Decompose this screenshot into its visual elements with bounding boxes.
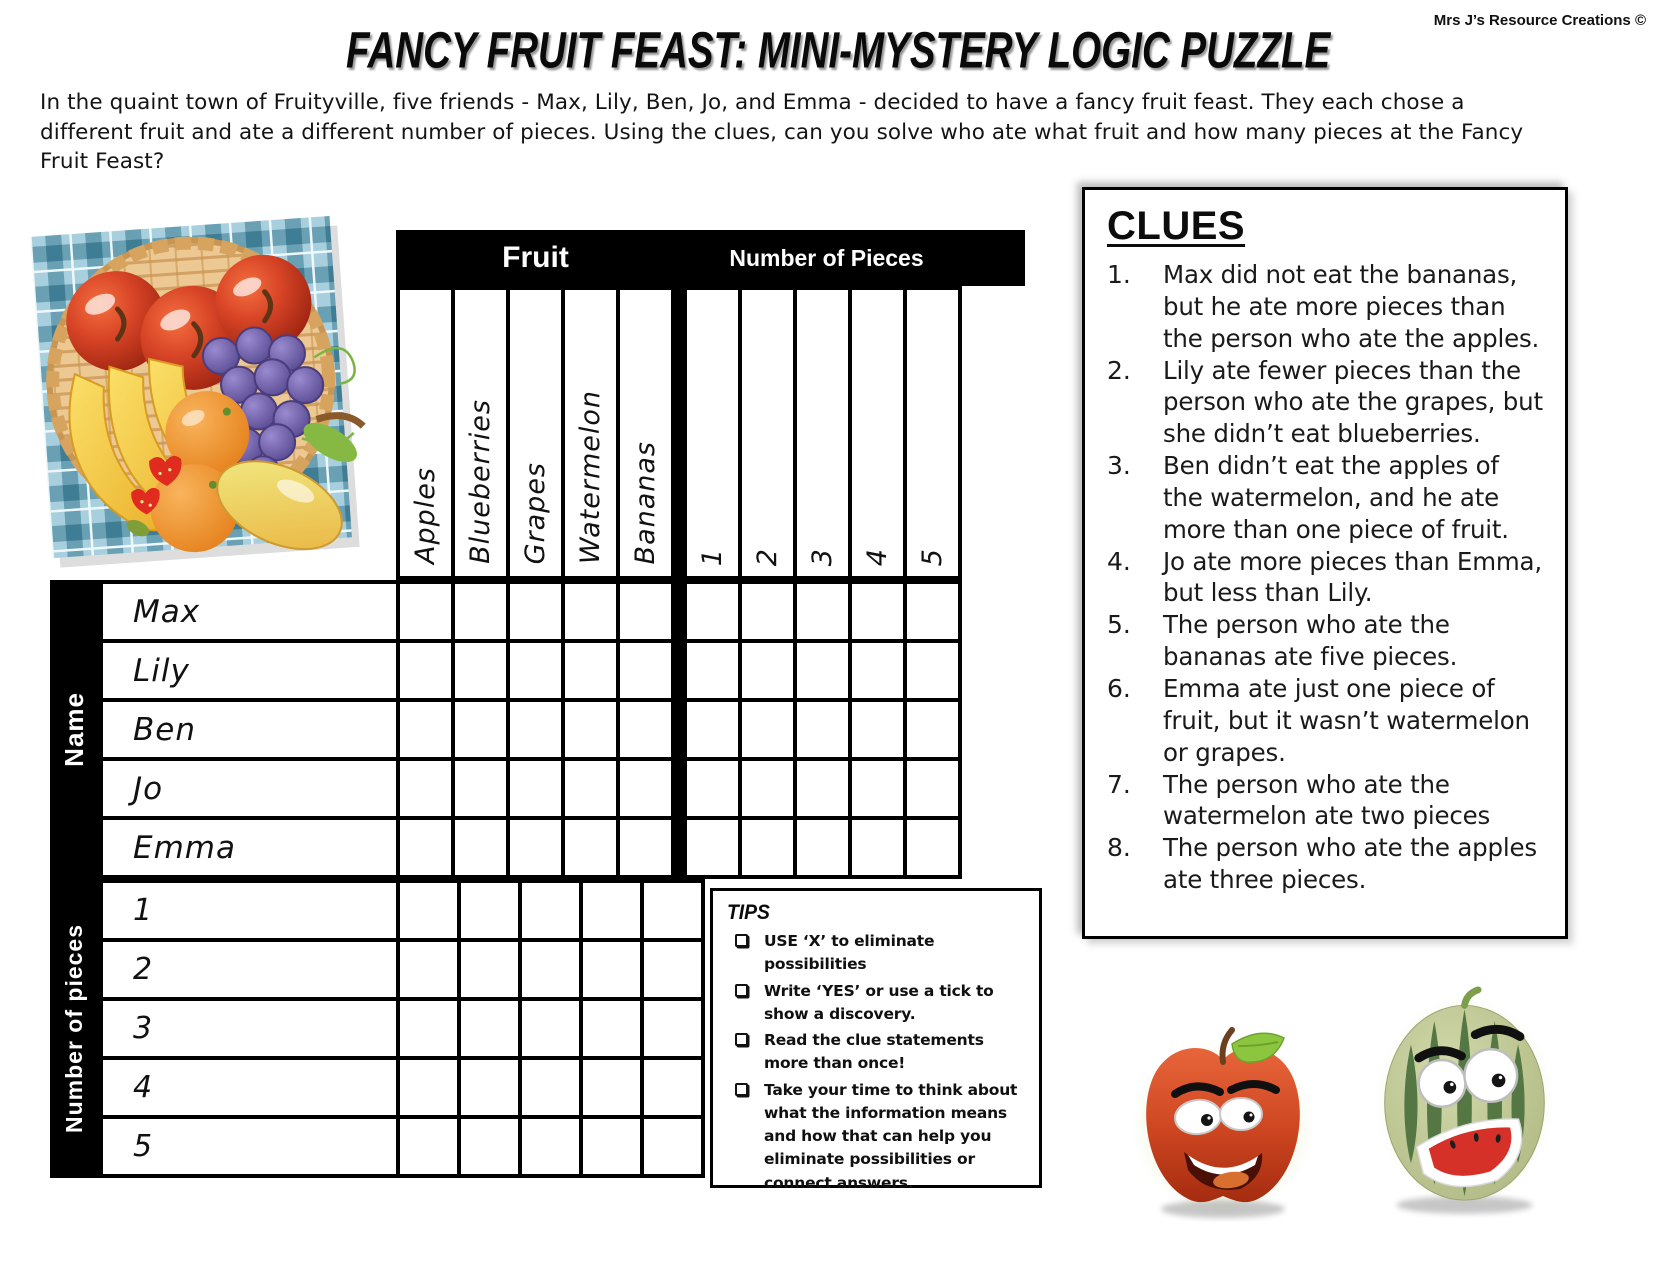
apple-character-image [1128, 1022, 1318, 1222]
grid-cell[interactable] [400, 1119, 457, 1174]
clue-item [1107, 832, 1543, 896]
clue-number: 6. [1107, 673, 1131, 703]
clue-number: 4. [1107, 546, 1131, 576]
grid-cell[interactable] [687, 820, 738, 875]
tip-text: Write ‘YES’ or use a tick to show a discovery. [764, 981, 994, 1023]
fruit-column-label [400, 290, 451, 576]
clue-number: 3. [1107, 451, 1131, 481]
grid-cell[interactable] [400, 702, 451, 757]
grid-section-divider [675, 702, 683, 757]
grid-header-bar [396, 230, 1025, 286]
name-group-label [50, 580, 99, 879]
clue-text: The person who ate the watermelon ate two pieces [1163, 769, 1491, 831]
clue-item [1107, 355, 1543, 451]
grid-cell[interactable] [644, 942, 701, 997]
grid-column-labels [396, 286, 962, 580]
fruit-column-label-text: Blueberries [465, 399, 496, 564]
grid-cell[interactable] [742, 643, 793, 698]
grid-cell[interactable] [644, 883, 701, 938]
grid-cell[interactable] [644, 1119, 701, 1174]
fruit-column-label [455, 290, 506, 576]
grid-cell[interactable] [522, 883, 579, 938]
grid-cell[interactable] [687, 702, 738, 757]
pieces-row-label: 3 [103, 1001, 396, 1056]
name-row-label: Lily [103, 643, 396, 698]
tip-text: USE ‘X’ to eliminate possibilities [764, 932, 935, 974]
name-rows [99, 580, 962, 879]
name-row-label: Ben [103, 702, 396, 757]
pieces-column-label [687, 290, 738, 576]
grid-cell[interactable] [522, 1001, 579, 1056]
grid-cell[interactable] [461, 1001, 518, 1056]
name-group-label-text: Name [59, 692, 89, 767]
clue-item [1107, 769, 1543, 833]
grid-cell[interactable] [907, 820, 958, 875]
pieces-column-label-text: 2 [752, 547, 783, 566]
grid-cell[interactable] [907, 761, 958, 816]
grid-cell[interactable] [797, 820, 848, 875]
grid-cell[interactable] [583, 942, 640, 997]
fruit-column-label-text: Grapes [520, 461, 551, 564]
grid-cell[interactable] [510, 761, 561, 816]
grid-section-divider [675, 584, 683, 639]
table-row [103, 1060, 701, 1115]
grid-section-divider [675, 290, 683, 576]
grid-cell[interactable] [400, 883, 457, 938]
pieces-row-label: 1 [103, 883, 396, 938]
pieces-column-label [742, 290, 793, 576]
grid-cell[interactable] [852, 702, 903, 757]
grid-cell[interactable] [400, 761, 451, 816]
grid-cell[interactable] [644, 1060, 701, 1115]
grid-cell[interactable] [687, 761, 738, 816]
clue-item [1107, 259, 1543, 355]
grid-cell[interactable] [400, 942, 457, 997]
grid-cell[interactable] [742, 702, 793, 757]
pieces-row-label: 5 [103, 1119, 396, 1174]
pieces-column-label [907, 290, 958, 576]
pieces-column-label [797, 290, 848, 576]
clue-item [1107, 546, 1543, 610]
grid-cell[interactable] [455, 761, 506, 816]
grid-cell[interactable] [461, 883, 518, 938]
grid-cell[interactable] [852, 584, 903, 639]
branding-text: Mrs J’s Resource Creations © [1433, 12, 1646, 29]
pieces-column-label [852, 290, 903, 576]
fruit-column-label [620, 290, 671, 576]
grid-cell[interactable] [510, 820, 561, 875]
grid-cell[interactable] [565, 643, 616, 698]
grid-cell[interactable] [620, 761, 671, 816]
grid-cell[interactable] [797, 761, 848, 816]
grid-cell[interactable] [522, 1060, 579, 1115]
table-row [103, 1119, 701, 1174]
pieces-row-label: 2 [103, 942, 396, 997]
clue-text: The person who ate the apples ate three pieces. [1163, 833, 1537, 895]
grid-cell[interactable] [522, 1119, 579, 1174]
clues-heading: CLUES [1107, 204, 1246, 248]
grid-cell[interactable] [742, 584, 793, 639]
table-row [103, 1001, 701, 1056]
grid-fruit-header: Fruit [502, 241, 569, 274]
grid-cell[interactable] [852, 643, 903, 698]
watermelon-character-image [1372, 972, 1557, 1220]
fruit-basket-image [16, 196, 368, 578]
grid-cell[interactable] [455, 584, 506, 639]
clue-text: Lily ate fewer pieces than the person who ate the grapes, but she didn’t eat blueberries. [1163, 355, 1543, 449]
grid-cell[interactable] [644, 1001, 701, 1056]
grid-cell[interactable] [455, 820, 506, 875]
grid-cell[interactable] [455, 702, 506, 757]
pieces-column-label-text: 1 [697, 547, 728, 566]
clue-text: Emma ate just one piece of fruit, but it wasn’t watermelon or grapes. [1163, 673, 1530, 767]
pieces-rows [99, 879, 705, 1178]
checkbox-icon [735, 934, 748, 947]
tip-item [727, 1079, 1025, 1195]
clue-text: Ben didn’t eat the apples of the watermelon, and he ate more than one piece of fruit. [1163, 451, 1509, 544]
grid-cell[interactable] [510, 584, 561, 639]
grid-cell[interactable] [565, 702, 616, 757]
tip-text: Take your time to think about what the information means and how that can help you eliminate possibilities or connect answers. [764, 1080, 1018, 1192]
grid-cell[interactable] [620, 643, 671, 698]
grid-cell[interactable] [400, 584, 451, 639]
grid-cell[interactable] [742, 820, 793, 875]
pieces-column-label-text: 5 [917, 547, 948, 566]
clue-number: 8. [1107, 833, 1131, 863]
tips-heading: TIPS [727, 901, 770, 924]
pieces-column-label-text: 4 [862, 547, 893, 566]
table-row [103, 942, 701, 997]
page-title-wrap [0, 22, 1676, 77]
pieces-group-label-text: Number of pieces [61, 924, 87, 1133]
name-row-label: Max [103, 584, 396, 639]
grid-cell[interactable] [852, 820, 903, 875]
grid-cell[interactable] [687, 643, 738, 698]
pieces-section [50, 879, 705, 1178]
grid-cell[interactable] [522, 942, 579, 997]
grid-cell[interactable] [907, 643, 958, 698]
pieces-row-label: 4 [103, 1060, 396, 1115]
fruit-column-label-text: Watermelon [575, 389, 606, 564]
clue-text: The person who ate the bananas ate five pieces. [1163, 610, 1458, 672]
grid-cell[interactable] [461, 1060, 518, 1115]
fruit-column-label [510, 290, 561, 576]
clue-number: 7. [1107, 769, 1131, 799]
clue-number: 1. [1107, 260, 1131, 289]
name-row-label: Jo [103, 761, 396, 816]
grid-cell[interactable] [687, 584, 738, 639]
grid-section-divider [675, 761, 683, 816]
grid-pieces-header: Number of Pieces [729, 244, 924, 271]
page-title: FANCY FRUIT FEAST: MINI-MYSTERY LOGIC PUZZLE [345, 20, 1331, 79]
grid-cell[interactable] [461, 942, 518, 997]
clue-number: 2. [1107, 355, 1131, 385]
grid-cell[interactable] [565, 820, 616, 875]
grid-cell[interactable] [400, 643, 451, 698]
pieces-group-label [50, 879, 99, 1178]
pieces-column-label-text: 3 [807, 547, 838, 566]
grid-cell[interactable] [852, 761, 903, 816]
grid-cell[interactable] [565, 761, 616, 816]
names-section [50, 580, 962, 879]
table-row [103, 643, 958, 698]
tips-box [710, 888, 1042, 1192]
clue-text: Max did not eat the bananas, but he ate more pieces than the person who ate the apples. [1163, 260, 1540, 353]
clue-item [1107, 450, 1543, 546]
grid-cell[interactable] [620, 702, 671, 757]
grid-cell[interactable] [583, 883, 640, 938]
clues-box [1082, 187, 1568, 939]
checkbox-icon [735, 1033, 748, 1046]
grid-cell[interactable] [797, 643, 848, 698]
grid-cell[interactable] [583, 1001, 640, 1056]
name-row-label: Emma [103, 820, 396, 875]
tip-text: Read the clue statements more than once! [764, 1031, 984, 1073]
grid-cell[interactable] [583, 1119, 640, 1174]
intro-paragraph: In the quaint town of Fruityville, five friends - Max, Lily, Ben, Jo, and Emma - decided to have a fancy fruit feast. They each chose a different fruit and ate a different number of pieces. Using the clues, can you solve who ate what fruit and how many pieces at the Fancy Fruit Feast? [40, 90, 1524, 175]
grid-cell[interactable] [907, 584, 958, 639]
grid-cell[interactable] [742, 761, 793, 816]
checkbox-icon [735, 984, 748, 997]
grid-cell[interactable] [565, 584, 616, 639]
grid-section-divider [675, 643, 683, 698]
grid-cell[interactable] [583, 1060, 640, 1115]
table-row [103, 820, 958, 875]
tip-item [727, 980, 1025, 1027]
grid-cell[interactable] [620, 820, 671, 875]
checkbox-icon [735, 1083, 748, 1096]
fruit-column-label [565, 290, 616, 576]
grid-cell[interactable] [400, 1060, 457, 1115]
table-row [103, 761, 958, 816]
fruit-column-label-text: Apples [410, 467, 441, 564]
grid-section-divider [675, 820, 683, 875]
table-row [103, 883, 701, 938]
fruit-column-label-text: Bananas [630, 440, 661, 564]
table-row [103, 702, 958, 757]
clue-item [1107, 673, 1543, 769]
grid-cell[interactable] [455, 643, 506, 698]
grid-cell[interactable] [797, 702, 848, 757]
grid-cell[interactable] [461, 1119, 518, 1174]
grid-cell[interactable] [510, 702, 561, 757]
grid-cell[interactable] [510, 643, 561, 698]
tip-item [727, 930, 1025, 977]
grid-cell[interactable] [620, 584, 671, 639]
grid-cell[interactable] [400, 820, 451, 875]
clue-item [1107, 609, 1543, 673]
grid-cell[interactable] [400, 1001, 457, 1056]
grid-cell[interactable] [907, 702, 958, 757]
table-row [103, 584, 958, 639]
clue-text: Jo ate more pieces than Emma, but less than Lily. [1163, 546, 1542, 608]
clue-number: 5. [1107, 610, 1131, 640]
grid-cell[interactable] [797, 584, 848, 639]
tip-item [727, 1029, 1025, 1076]
